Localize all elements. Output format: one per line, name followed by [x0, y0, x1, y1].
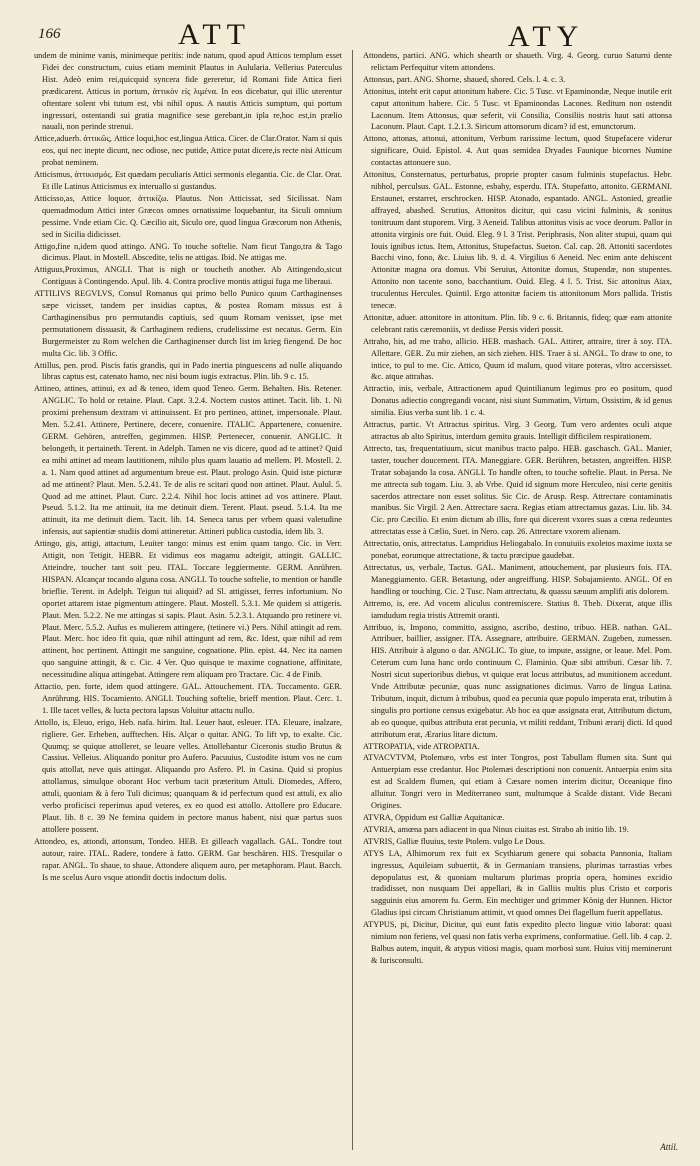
dictionary-entry: Attineo, attines, attinui, ex ad & teneo, idem quod Teneo. Germ. Behalten. His. Retener. ANGLIC. To hold or retaine. Plaut. Capt. 3.2.4. Noctem custos attinet. Tacit. lib. 1. Ni proximi prehensum dextram vi attinuissent. Et pro pertineo, attinet, impersonale. Plaut. Men. 5.2.41. Attinere, Pertinere, decere, conuenire. ITALIC. Appartenere, conuenire. GERM. Gehören, antreffen, gegimmen. HISP. Pertenecer, conuenir. ANGLIC. It belongeth, it pertaineth. Terent. in Adelph. Tamen ne vis dicere, quod ad te attinet? Quid ea mihi attinet ad meam lautitionem, nihilo plus quam lauatio ad mellem. Pl. Mostell. 2. a. 1. Nam quod attinet ad argumentum breue est. Plaut. prologo Asin. Quid istæ picturæ ad me attinent? Plaut. Men. 5.2.41. Te de alis re scitari quod non attinet. Plaut. Aulul. 5. Quod ad me attinet. Plaut. Curc. 2.2.4. Nihil hoc locis attinet ad vos attinere. Plaut. Pseud. 5.1.2. Ita me attinuit, ita me detinuit diem. Terent. Plaut. pseud. 5.1.4. Ita me attinuit, ita me detinuit diem. Tacit. lib. 14. Seneca tarus per vrbem quasi valetudine infensis, aut sapientiæ studiis domi attineretur. Attineri publica custodia, idem lib. 3.: [34, 384, 342, 537]
dictionary-entry: undem de minime vanis, minimeque peritis: inde natum, quod apud Atticos templum esset Fidei dec constructum, cuius etiam meminit Plautus in Aulularia. Vellerius Paterculus Hist. Adeò enim rei,quicquid syncera fide gereretur, id Romani fide Attica fieri prædicarent. Atticus in portum, ἀττικὸν εἰς λιμένα. In eos dicebatur, qui illic uterentur oftentare solent vbi tutum est, vbi nihil opus. A nautis Atticis sumptum, qui portum ingressuri, ostentandi sui gratia magnifice sese gerebant,in ipla re,hoc est,in prælio nauali, non perinde strenui.: [34, 51, 342, 132]
dictionary-entry: Attillus, pen. prod. Piscis fatis grandis, qui in Pado inertia pinguescens ad nulle aliquando libras captus est, catenato hamo, nec nisi boum iugis extractus. Plin. lib. 9 c. 15.: [34, 360, 342, 382]
right-column: [353, 50, 678, 1150]
dictionary-entry: Attrectatus, us, verbale, Tactus. GAL. Maniment, attouchement, par plusieurs fois. ITA. Maneggiamento. GER. Betastung, oder angreiffung. HISP. Sobajamiento. ANGL. Of en handling or touching. Cic. 2 Tusc. Nam attrectatu, & quassu sæuum amplifi atis dolorem.: [363, 562, 672, 596]
dictionary-entry: ATVRIA, amœna pars adiacent in qua Ninus ciuitas est. Strabo ab initio lib. 19.: [363, 824, 629, 834]
dictionary-entry: Attigo,fine n,idem quod attingo. ANG. To touche softelie. Nam ficut Tango,tra & Tago dicimus. Plaut. in Mostell. Abscedite, telis ne attigas. Ibid. Ne attigas me.: [34, 241, 342, 263]
left-running-head: ATT: [178, 18, 251, 51]
dictionary-entry: ATVRIS, Galliæ fluuius, teste Ptolem. vulgo Le Dous.: [363, 836, 545, 846]
dictionary-entry: Attraho, his, ad me traho, allicio. HEB. mashach. GAL. Attirer, attraire, tirer à soy. ITA. Allettare. GER. Zu mir ziehen, an sich ziehen. HIS. Traer à si. ANGL. To draw to one, to intice, to pul to me. Cic. Attico, Quum id malum, quod vitare poteras, vltro accersisset. &c. atque attrahas.: [363, 336, 672, 382]
dictionary-entry: ATTILIVS REGVLVS, Consul Romanus qui primo bello Punico quum Carthaginenses sæpe vicisset, tandem per insidias captus, & postea Romam missus est à Carthaginensibus pro permutandis captiuis, sed quum Romam venisset, ipse met permutationem dissuasit, & Carthaginem rediens, crudelissime est necatus. Germ. Ein Burgermeister zu Rom welchen die Carthaginenser durch list im krieg fiengend. De hoc multa Cic. lib. 3 Offic.: [34, 289, 342, 358]
dictionary-entry: Attactio, pen. forte, idem quod attingere. GAL. Attouchement. ITA. Toccamento. GER. Anrührung. HIS. Tocamiento. ANGLI. Touching softelie, brieff mention. Plaut. Cerc. 1. 1. Ille tacet velles, & lucta pectora lapsus Voluitur attactu nullo.: [34, 682, 342, 715]
dictionary-entry: Attribuo, is, Impono, committo, assigno, ascribo, destino, tribuo. HEB. nathan. GAL. Attribuer, baillier, assigner. ITA. Assegnare, attribuire. GERMAN. Zugeben, zumessen. HIS. Attribuir à alguno o dar. ANGLIC. To giue, to impute, assigne, or leaue. Mel. Pom. Ceterum cum luna hanc ordo continuum C. Flaminio. Quæ sibi attributi. Cæsar lib. 7. Nostri sicut superioribus diebus, vt quique erat locus attributus, ad munitionem accedunt. Vnde Attributæ pecuniæ, quas nunc assignationes dicimus. Varro de lingua Latina. Tributum, inquit, dictum à tribubus, quod ea pecunia quæ populo imperata erat, tributim à singulis pro portione census exigebatur. Ab hoc ea quæ assignata erat, Attributum dictum, ab eo quoque, quibus attributa erat pecunia, vt militi reddant, Tribuni ærarij dicti. Id quod attributum erat, Ærarius litare dictum.: [363, 622, 672, 739]
dictionary-entry: Atticismus, ἀττικισμός. Est quædam peculiaris Attici sermonis elegantia. Cic. de Clar. Orat. Et ille Latinus Atticismus ex interuallo si gustandus.: [34, 170, 342, 191]
dictionary-entry: Attractio, inis, verbale, Attractionem apud Quintilianum legimus pro eo positum, quod Donatus adiectio congregandi vocant, nisi siunt Summatim, Virtum, Ossistim, & id genus similia. Eius verba sunt lib. 1 c. 4.: [363, 384, 672, 418]
dictionary-entry: Attice,aduerb. ἀττικῶς, Attice loqui,hoc est,lingua Attica. Cicer. de Clar.Orator. Nam si quis eos, qui nec inepte dicunt, nec odiose, nec putide, Attice putat dicere,is recte nisi Atticum probat neminem.: [34, 134, 342, 168]
dictionary-entry: ATTROPATIA, vide ATROPATIA.: [363, 741, 480, 751]
dictionary-entry: Attrecto, tas, frequentatiuum, sicut manibus tracto palpo. HEB. gaschasch. GAL. Manier, taster, toucher doucement. ITA. Maneggiare. GER. Berühren, betasten, angreiffen. HISP. Tratar sobajando la cosa. ANGLI. To handle often, to touche softelie. Plaut. in Persa. Ne me attrecta sub togam. Liu. 3. ab Vrbe. Quid id signum more Herculeo, nisi certe genitis sacerdos attrectare non esset solitus. Sic Cic. de Arusp. Resp. Attrectare contaminatis manibus. Sic Virgil. 2 Aen. Attrectare sacra. Regias etiam attrectamus gazas. Liu. lib. 34. Cic. pro Cæcilio. Et enim dictum ab illis, fore qui dicerent vxores suas a cœna redeuntes attrectatas esse à Cælio, Suet. in Nero. cap. 26. Attrectare vxorem alienam.: [363, 443, 672, 537]
right-running-head: ATY: [508, 20, 585, 53]
dictionary-entry: Attonitus, inteht erit caput attonitum habere. Cic. 5 Tusc. vt Epaminondæ, Neque inutile erit caput attonitum habere. Cic. 5 Tusc. vt Epaminondas Lacones. Reditum non ostendit Laconum. Item Attonsus, quæ seferit, vii Consilia, Consiliis nostris haut sati attonsa Laconum. Plaut. Capt. 1.2.1.3. Siricum attonsorum dicam? id est, emunctorum.: [363, 86, 672, 132]
dictionary-entry: Attondens, partici. ANG. which shearth or shaueth. Virg. 4. Georg. curuo Saturni dente relictam Perfequitur vitem attondens.: [363, 51, 672, 72]
dictionary-entry: Attonsus, part. ANG. Shorne, shaued, shored. Cels. l. 4. c. 3.: [363, 74, 566, 84]
dictionary-entry: ATYS LA, Alhimorum rex fuit ex Scythiarum genere qui sobacta Pannonia, Italiam ingressus, Aquileiam subuertit, & in Germaniam transiens, plurimas tarrastias vrbes depopulatus est, & quoniam multarum plurimas propria opera, homines excidio tradidisset, non nusquam Dei appellari, & in Galliis multis plus Cristo et corporis sagguinis eius amorem fu. Germ. Ein mechtiger und grimmer König der Hunnen. Hictor Gladius ipsi circam Christianum attimit, vt quod omnes Dei flagellum fuerit appellatus.: [363, 848, 672, 918]
dictionary-entry: Attonitus, Consternatus, perturbatus, proprie propter casum fulminis stupefactus. Hebr. nibhol, perculsus. GAL. Estonne, esbahy, esperdu. ITA. Stupefatto, attonito. GERMANI. Erstaunet, erstarret, erschrocken. HISP. Atonado, espantado. ANGL. Astonied, greatlie affrayed, abashed. Scrutius, Attonitos dicitur, qui casu vicini fulminis, & sonitus tonitruum dant stuporem. Virg. 3 Aeneid. Talibus attonitus visis ac voce deorum. Pallor in attonita virginis ore fuit. Ouid. Eleg. 9 l. 3 Trist. Periphrasis, Non aliter stupui, quam qui Iouis ignibus ictus. Item, Attonitus, Stupefactus. Sueton. Cal. cap. 28. Attoniti sacerdotes Bacchi vino, fono, &c. Liuius lib. 9. d. 4. Virgilius 6 Aeneid. Nec enim ante dehiscent Attonitæ magna ora domus. Vbi Seruius, Attonitæ domus, Stupendæ, non stupentes. Attonito non tacente sono, bacchantium. Ouid. Eleg. 4 l. 5. Trist. Sic attonitus Aiax, truculentus Hercules. Quintil. Ergo attonitæ faciem tis attonitonum Mors pallida. Tristis tenecæ.: [363, 170, 672, 311]
left-column: [28, 50, 353, 1150]
dictionary-entry: ATVRA, Oppidum est Galliæ Aquitanicæ.: [363, 813, 505, 822]
dictionary-entry: Attondeo, es, attondi, attonsum, Tondeo. HEB. Et gilleach vagallach. GAL. Tondre tout autour, raire. ITAL. Radere, tondere à fatto. GERM. Gar beschären. HIS. Tresquilar o rapar. ANGL. To shaue, to shaue. Attondere aliquem auro, per metaphoram. Plaut. Bacch. Is me scelus Auro vsque attondit doctis indoctum dolis.: [34, 836, 342, 882]
catchword: Attil.: [660, 1142, 678, 1152]
running-head: [28, 12, 678, 53]
dictionary-entry: Attiguus,Proximus, ANGLI. That is nigh or toucheth another. Ab Attingendo,sicut Contiguus à Contingendo. Apul. lib. 4. Contra proclive montis attigui fuga me liberaui.: [34, 265, 342, 287]
dictionary-entry: ATVACVTVM, Ptolemæo, vrbs est inter Tongros, post Tabullam flumen sita. Sunt qui Antuerpiam esse credantur. Hoc Ptolemæi descriptioni non conuenit. Antuerpia enim sita est ad Scaldem flumen, qui etiam à Cæsare nomen interim dicitur, Oceanique fino alluitur. Tongri vero in Mediterraneo sunt, multumque à Scalde distant. Vide Becani Origines.: [363, 753, 672, 811]
dictionary-entry: Attrectatio, onis, attrectatus. Lampridius Heliogabalo. In conuiuiis exoletos maxime iuxta se ponebat, eorumque attrectatione, & tactu præcipue gaudebat.: [363, 539, 672, 561]
dictionary-entry: Attremo, is, ere. Ad vocem aliculus contremiscere. Statius 8. Theb. Dixerat, atque illis iamdudum regia tristis Attremit oranti.: [363, 598, 672, 620]
text-columns: [28, 50, 678, 1150]
dictionary-entry: Attono, attonas, attonui, attonitum, Verbum rarissime lectum, quod Stupefacere viderur significare, Ouid. Epistol. 4. Aut quas semidea Dryades Faunique bicornes Numine contactas attonuere suo.: [363, 134, 672, 168]
dictionary-entry: Atticisso,as, Attice loquor, ἀττικίζω. Plautus. Non Atticissat, sed Sicilissat. Nam quemadmodum Attici inter Græcos omnes ornatissime loquebantur, ita Siculi omnium pessime. Vnde etiam Cic. Q. Cæcilio ait, Siculo ore, quod lingua Græcorum non Athenis, sed in Sicilia didicisset.: [34, 193, 342, 239]
dictionary-entry: Attingo, gis, attigi, attactum, Leuiter tango: minus est enim quam tango. Cic. in Verr. Attigit, non Tetigit. HEBR. Et vidimus eos magamu adteigit, attingit. GALLIC. Atteindre, toucher tant soit peu. ITAL. Toccare leggiermente. GERM. Anrühren. HISPAN. Alcançar tocando alguna cosa. ANGLI. To touche softelie, to mention or handle brieflie. Terent. in Adelph. Teigun tui aliquid? ad Sl. attigisset, ferres infortunium. No oportet attarem istae pigmentum attingere. Plaut. Mostell. 5.3.1. Me quidem si attigeris. Plaut. Men. 5.2.2. Ne me attingas si sapis. Plaut. Asin. 5.2.3.1. Atquando pro retinere vi. Plaut. Merc. 5.5.2. Aufus es mulierem attingere, (tetinere vi.) Pers. Nihil attingit ad rem. Plaut. Merc. hoc ideo fit quia, quæ nihil attingunt ad rem, &c. Idest, quæ nihil ad rem attinent, hoc pertinent. Attingit me sanguine, cognatione. Plin. epist. 44. Nec ita namen quo sanguine attingit, & c. Cic. 4 Ver. Quo quisque te maxime cognatione, affinitate, necessitudine aliqua attingebat. Attingere rem aliquam pro Tractare. Cic. 4 de Finib.: [34, 539, 342, 680]
dictionary-entry: ATYPUS, pi, Dicitur, Dicitur, qui eunt fatis expedito plecto linguæ vitio laborat: quasi nimium non feriens, vel quasi non fatis verba exprimens, conformatiue. Gell. lib. 4 cap. 2. Balbus autem, inquit, & atypus vitiosi magis, quam morbosi sunt. Huius vitij meminerunt & Iurisconsulti.: [363, 920, 672, 965]
dictionary-entry: Attonitæ, aduer. attonitore in attonitum. Plin. lib. 9 c. 6. Britannis, fideq; quæ eam attonite celebrant ratis cæremoniis, vt dedisse Persis videri possit.: [363, 312, 672, 334]
dictionary-entry: Attractus, partic. Vt Attractus spiritus. Virg. 3 Georg. Tum vero ardentes oculi atque attractus ab alto Spiritus, interdum gemitu grauis. Intelligit difficilem respirationem.: [363, 420, 672, 441]
page-number: 166: [38, 26, 61, 42]
dictionary-entry: Attollo, is, Eleuo, erigo, Heb. nafa. hirim. Ital. Leuer haut, esleuer. ITA. Eleuare, inalzare, rigliere. Ger. Erheben, aufftechen. His. Alçar o quitar. ANG. To lift vp, to exalte. Cic. Quumq; se quique attolleret, se leuare velles. Attollebantur Ciceronis studio Brutus & Cassius. Velleius. Aliquando ponitur pro Aufero. Pacuuius, Custodite istum vos ne cum quis attollat, neve quis attingat. Aliquando pro Asfero. Pl. in Casina. Quid si propius attollamus, simulque oborant Hoc verbum tacit præteritum Attuli. Diomedes, Affero, attuli, quoniam & à fero Tuli dicimus; quanquam & id perfectum quod est attuli, ex alio verbo proficisci reperimus apud veteres, ex eo quod est attollo. Attollere pro Educare. Plaut. lib. 8 c. 39 Ne femina quidem in pectore manus habent, nisi quæ partus suos attollere possent.: [34, 717, 342, 834]
